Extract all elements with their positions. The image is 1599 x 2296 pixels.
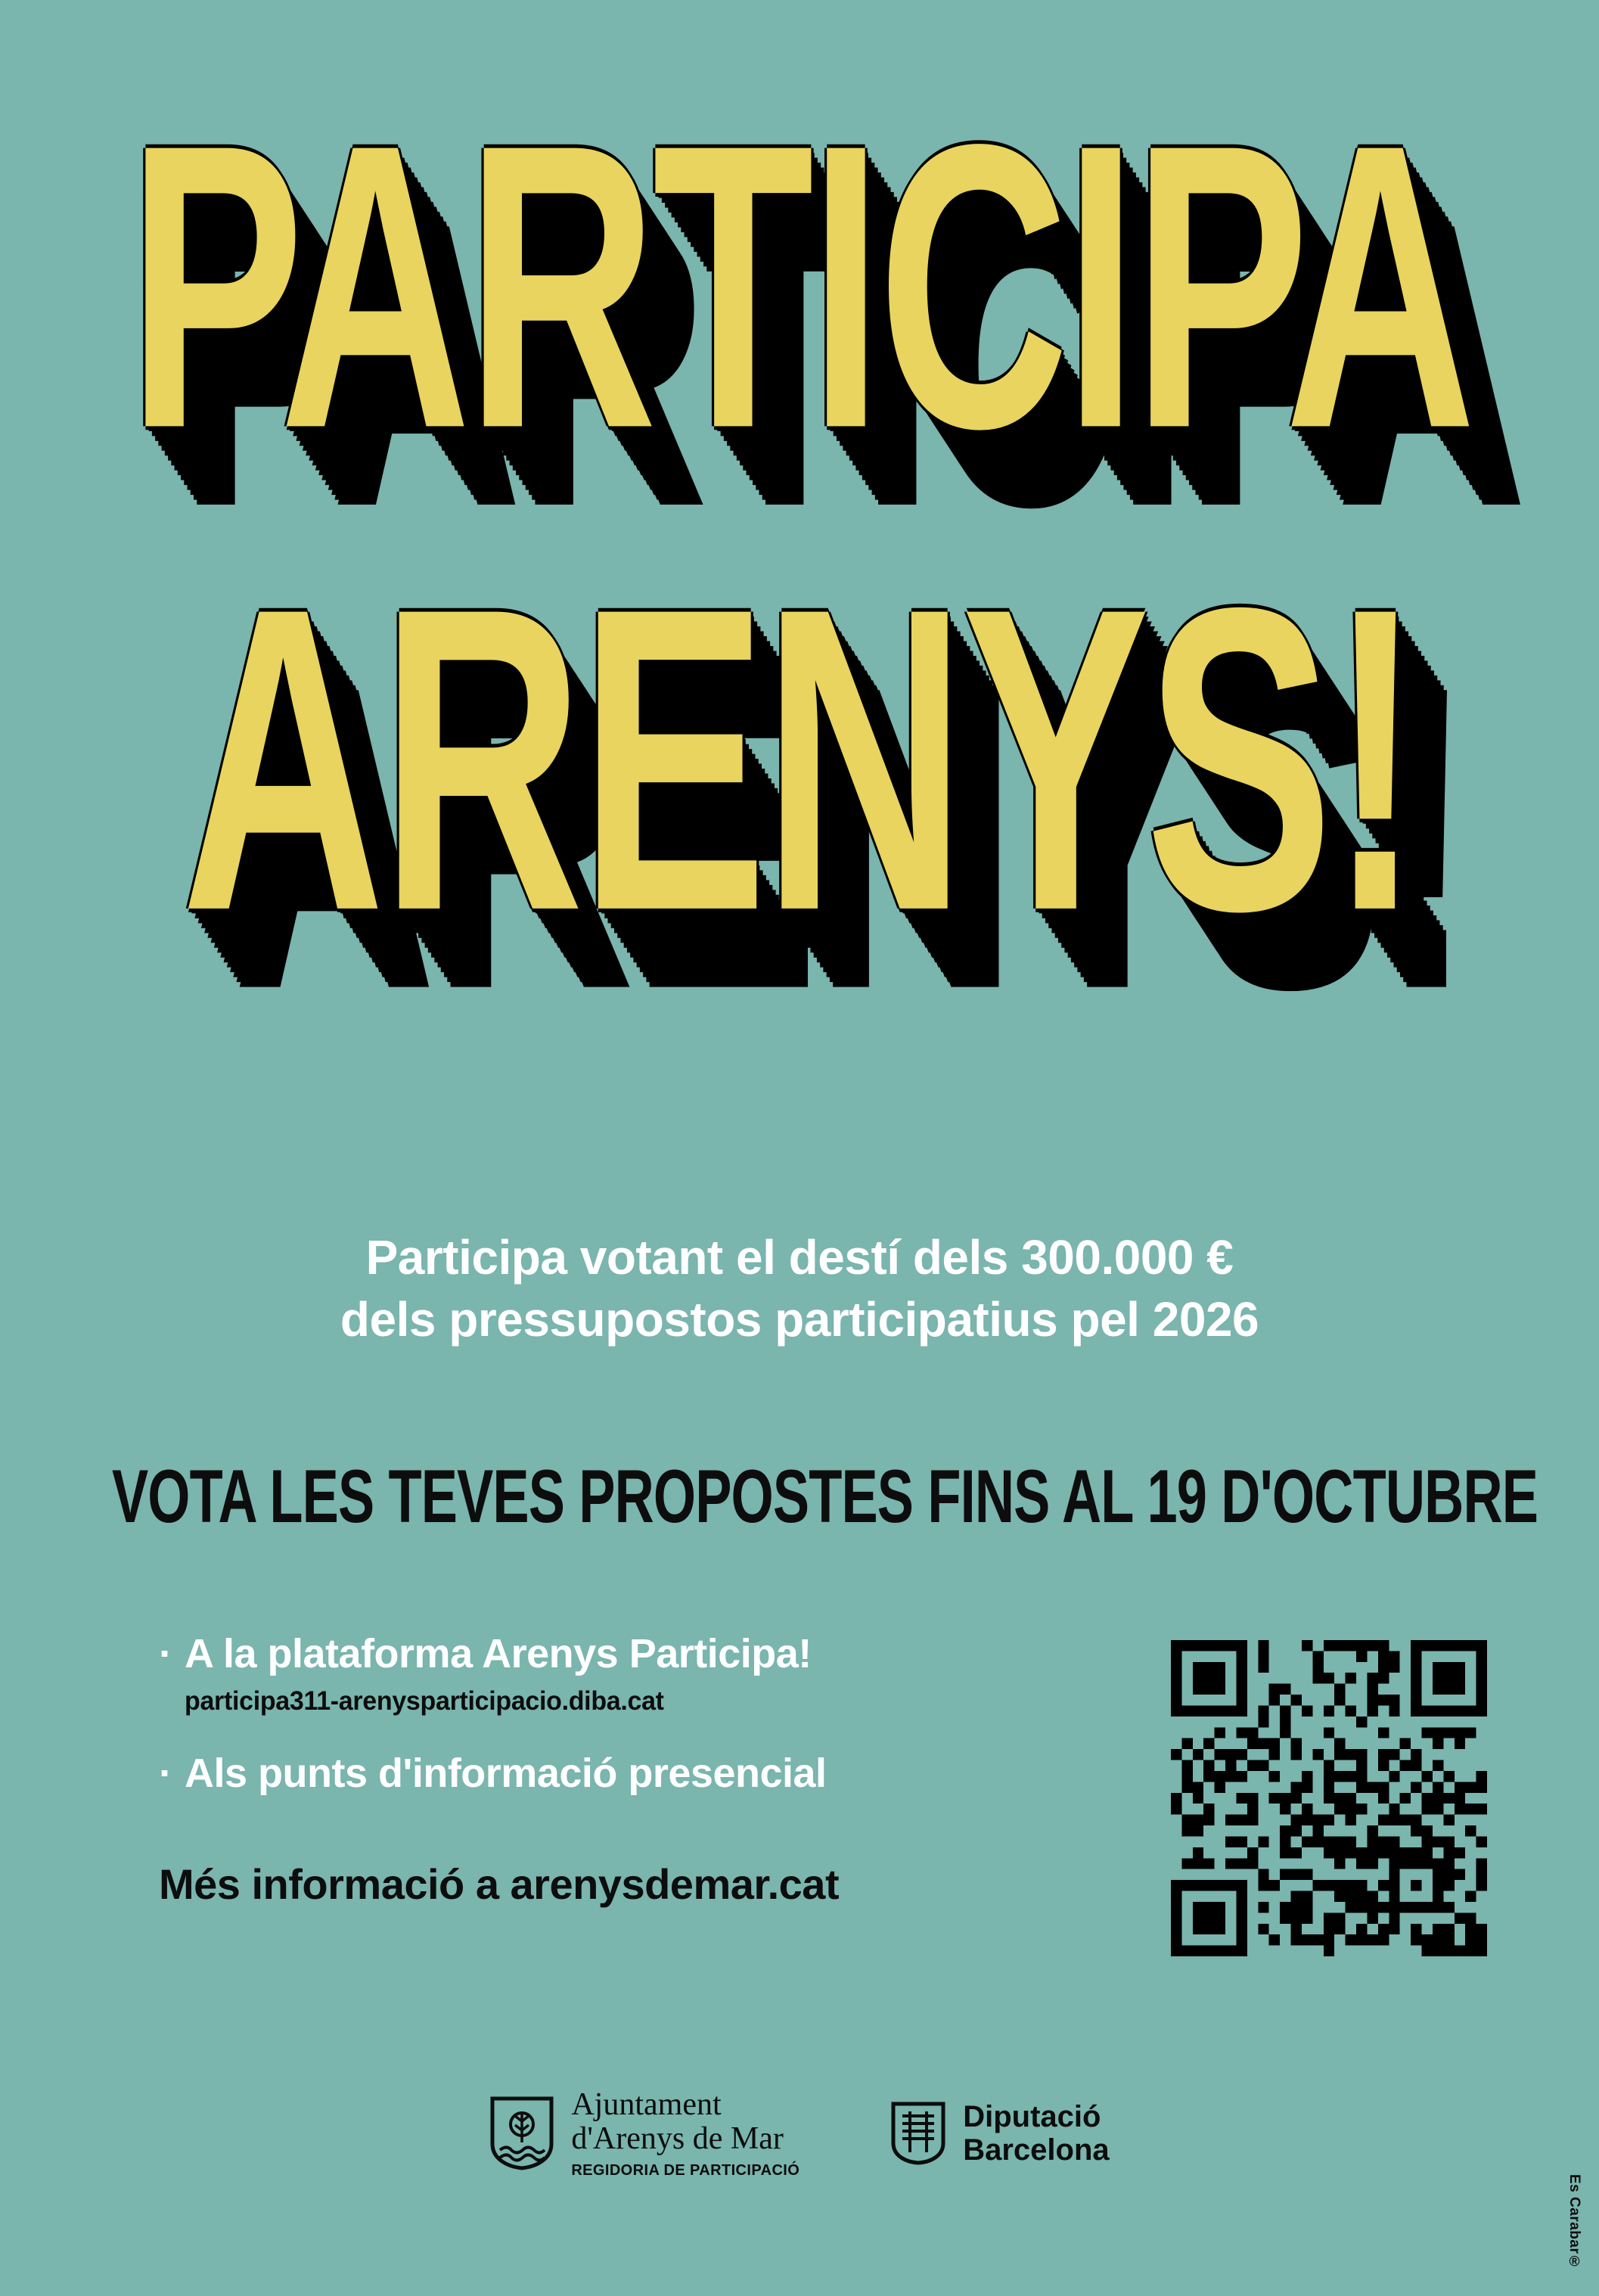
logo-diputacio-barcelona — [890, 2100, 1109, 2168]
headline-line-1: PARTICIPA — [128, 60, 1471, 512]
qr-code-icon — [1171, 1640, 1487, 1956]
qr-code[interactable] — [1171, 1640, 1487, 1956]
logo-ajuntament-arenys-de-mar — [489, 2088, 800, 2179]
ajuntament-logo-text — [571, 2088, 800, 2179]
platform-url[interactable]: participa311-arenysparticipacio.diba.cat — [185, 1685, 664, 1716]
info-block — [159, 1630, 1104, 1909]
more-info-text: Més informació a arenysdemar.cat — [159, 1860, 840, 1909]
list-item — [159, 1630, 1104, 1679]
footer-logos — [0, 2088, 1599, 2179]
subtitle — [0, 1227, 1599, 1351]
ajuntament-line-3: REGIDORIA DE PARTICIPACIÓ — [571, 2161, 800, 2179]
diputacio-line-2: Barcelona — [963, 2133, 1110, 2167]
bullet-label-platform: A la plataforma Arenys Participa! — [185, 1631, 812, 1676]
subtitle-line-1: Participa votant el destí dels 300.000 € — [365, 1230, 1234, 1285]
bullet-label-inperson: Als punts d'informació presencial — [185, 1750, 827, 1796]
design-credit: Es Carabar® — [1566, 2174, 1582, 2270]
bullet-dot-icon: · — [159, 1631, 172, 1676]
list-item — [159, 1750, 1104, 1798]
diputacio-crest-icon — [890, 2101, 946, 2166]
ajuntament-line-2: d'Arenys de Mar — [571, 2121, 784, 2157]
deadline-heading: VOTA LES TEVES PROPOSTES FINS AL 19 D'OCTUBRE — [111, 1454, 1538, 1539]
arenys-coat-of-arms-icon — [489, 2096, 554, 2171]
subtitle-line-2: dels pressupostos participatius pel 2026 — [340, 1291, 1259, 1347]
diputacio-logo-text — [963, 2100, 1109, 2168]
bullet-dot-icon: · — [159, 1750, 172, 1796]
headline-line-2: ARENYS! — [181, 517, 1418, 1001]
diputacio-line-1: Diputació — [963, 2099, 1101, 2133]
headline-block — [0, 60, 1599, 1195]
ajuntament-line-1: Ajuntament — [571, 2087, 722, 2122]
